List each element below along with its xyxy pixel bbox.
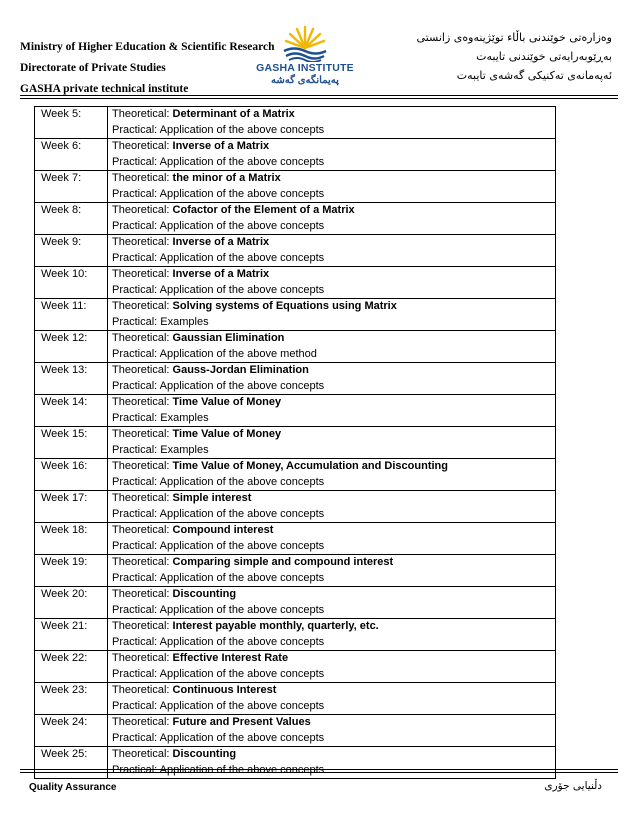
week-cell: Week 5: [35,107,108,139]
week-cell: Week 15: [35,427,108,459]
schedule-body [35,107,556,779]
week-cell: Week 20: [35,587,108,619]
header-right-block [417,28,612,85]
practical-line: Practical: Application of the above concepts [112,667,325,680]
practical-line: Practical: Application of the above concepts [112,731,325,744]
logo-subtitle: پەیمانگەی گەشە [271,75,339,86]
institute-logo [255,24,355,90]
theoretical-line [112,395,551,411]
theoretical-label: Theoretical: [112,652,173,664]
week-cell: Week 18: [35,523,108,555]
header-left-block [20,37,274,100]
content-cell [108,715,556,747]
theoretical-line [112,107,551,123]
theoretical-label: Theoretical: [112,140,173,152]
table-row [35,491,556,523]
theoretical-line [112,363,551,379]
week-cell: Week 19: [35,555,108,587]
theoretical-topic: Interest payable monthly, quarterly, etc. [172,620,379,632]
content-cell [108,203,556,235]
content-cell [108,299,556,331]
week-cell: Week 14: [35,395,108,427]
content-cell [108,491,556,523]
header-divider-secondary [20,98,618,99]
theoretical-topic: the minor of a Matrix [172,172,281,184]
theoretical-label: Theoretical: [112,524,173,536]
theoretical-label: Theoretical: [112,108,173,120]
theoretical-topic: Inverse of a Matrix [172,140,270,152]
week-cell: Week 24: [35,715,108,747]
table-row [35,203,556,235]
table-row [35,683,556,715]
practical-line: Practical: Application of the above concepts [112,699,325,712]
week-cell: Week 25: [35,747,108,779]
theoretical-topic: Compound interest [172,524,274,536]
practical-line: Practical: Application of the above method [112,347,317,360]
theoretical-label: Theoretical: [112,556,173,568]
theoretical-label: Theoretical: [112,332,173,344]
week-cell: Week 12: [35,331,108,363]
theoretical-line [112,331,551,347]
theoretical-line [112,555,551,571]
practical-line: Practical: Application of the above concepts [112,475,325,488]
theoretical-label: Theoretical: [112,620,173,632]
footer-quality-assurance-kurdish: دڵنیایی جۆری [544,780,602,792]
theoretical-topic: Gauss-Jordan Elimination [172,364,309,376]
theoretical-line [112,459,551,475]
footer-quality-assurance: Quality Assurance [29,782,117,793]
content-cell [108,139,556,171]
practical-line: Practical: Application of the above concepts [112,251,325,264]
week-cell: Week 13: [35,363,108,395]
table-row [35,747,556,779]
theoretical-label: Theoretical: [112,300,173,312]
content-cell [108,171,556,203]
content-cell [108,331,556,363]
theoretical-topic: Time Value of Money, Accumulation and Discounting [172,460,448,472]
theoretical-label: Theoretical: [112,204,173,216]
content-cell [108,267,556,299]
table-row [35,395,556,427]
theoretical-line [112,203,551,219]
theoretical-line [112,651,551,667]
table-row [35,235,556,267]
content-cell [108,747,556,779]
practical-line: Practical: Application of the above concepts [112,539,325,552]
theoretical-line [112,715,551,731]
theoretical-label: Theoretical: [112,236,173,248]
table-row [35,299,556,331]
theoretical-label: Theoretical: [112,396,173,408]
theoretical-topic: Inverse of a Matrix [172,236,270,248]
practical-line: Practical: Application of the above concepts [112,571,325,584]
theoretical-topic: Time Value of Money [172,428,282,440]
content-cell [108,235,556,267]
week-cell: Week 9: [35,235,108,267]
theoretical-topic: Inverse of a Matrix [172,268,270,280]
practical-line: Practical: Application of the above concepts [112,635,325,648]
theoretical-label: Theoretical: [112,172,173,184]
theoretical-topic: Solving systems of Equations using Matrix [172,300,397,312]
logo-name: GASHA INSTITUTE [256,62,354,74]
practical-line: Practical: Application of the above concepts [112,187,325,200]
table-row [35,139,556,171]
theoretical-topic: Gaussian Elimination [172,332,285,344]
week-cell: Week 21: [35,619,108,651]
theoretical-topic: Cofactor of the Element of a Matrix [172,204,355,216]
week-cell: Week 16: [35,459,108,491]
theoretical-topic: Simple interest [172,492,252,504]
theoretical-label: Theoretical: [112,492,173,504]
table-row [35,427,556,459]
week-cell: Week 10: [35,267,108,299]
theoretical-line [112,523,551,539]
theoretical-label: Theoretical: [112,268,173,280]
theoretical-topic: Comparing simple and compound interest [172,556,394,568]
theoretical-label: Theoretical: [112,716,173,728]
weekly-schedule-table [34,106,556,779]
content-cell [108,395,556,427]
theoretical-line [112,491,551,507]
theoretical-line [112,427,551,443]
table-row [35,459,556,491]
table-row [35,331,556,363]
ministry-name-kurdish: وەزارەتی خوێندنی باڵاء توێژینەوەی زانستی [416,31,612,44]
week-cell: Week 23: [35,683,108,715]
theoretical-topic: Effective Interest Rate [172,652,289,664]
institute-name: GASHA private technical institute [20,83,189,95]
practical-line: Practical: Application of the above concepts [112,379,325,392]
content-cell [108,683,556,715]
institute-name-kurdish: ئەپەمانەی تەکنیکی گەشەی تایبەت [456,69,612,82]
week-cell: Week 22: [35,651,108,683]
practical-line: Practical: Application of the above concepts [112,507,325,520]
theoretical-label: Theoretical: [112,748,173,760]
week-cell: Week 17: [35,491,108,523]
table-row [35,267,556,299]
table-row [35,107,556,139]
practical-line: Practical: Application of the above concepts [112,603,325,616]
theoretical-topic: Time Value of Money [172,396,282,408]
theoretical-topic: Discounting [172,588,237,600]
header-divider [20,95,618,96]
theoretical-line [112,619,551,635]
table-row [35,171,556,203]
week-cell: Week 7: [35,171,108,203]
practical-line: Practical: Application of the above concepts [112,283,325,296]
content-cell [108,427,556,459]
directorate-name: Directorate of Private Studies [20,62,166,74]
theoretical-label: Theoretical: [112,588,173,600]
theoretical-topic: Continuous Interest [172,684,277,696]
theoretical-topic: Future and Present Values [172,716,311,728]
practical-line: Practical: Application of the above concepts [112,219,325,232]
table-row [35,619,556,651]
theoretical-label: Theoretical: [112,460,173,472]
footer-divider [20,769,618,770]
week-cell: Week 11: [35,299,108,331]
practical-line: Practical: Examples [112,411,209,424]
practical-line: Practical: Application of the above concepts [112,155,325,168]
table-row [35,555,556,587]
content-cell [108,459,556,491]
theoretical-line [112,139,551,155]
week-cell: Week 6: [35,139,108,171]
page-header [0,0,638,100]
table-row [35,523,556,555]
theoretical-line [112,235,551,251]
theoretical-line [112,267,551,283]
theoretical-line [112,299,551,315]
practical-line: Practical: Examples [112,443,209,456]
content-cell [108,619,556,651]
table-row [35,715,556,747]
table-row [35,651,556,683]
theoretical-line [112,587,551,603]
directorate-name-kurdish: بەڕێوبەرایەتی خوێندنی تایبەت [476,50,612,63]
theoretical-line [112,747,551,763]
theoretical-line [112,683,551,699]
practical-line: Practical: Application of the above concepts [112,763,325,776]
ministry-name: Ministry of Higher Education & Scientific Research [20,41,275,53]
footer-divider-secondary [20,772,618,773]
theoretical-line [112,171,551,187]
content-cell [108,107,556,139]
content-cell [108,651,556,683]
practical-line: Practical: Examples [112,315,209,328]
theoretical-label: Theoretical: [112,428,173,440]
theoretical-label: Theoretical: [112,684,173,696]
theoretical-topic: Discounting [172,748,237,760]
table-row [35,363,556,395]
sunburst-logo-icon [280,24,330,62]
content-cell [108,523,556,555]
content-cell [108,363,556,395]
table-row [35,587,556,619]
practical-line: Practical: Application of the above concepts [112,123,325,136]
theoretical-topic: Determinant of a Matrix [172,108,295,120]
content-cell [108,587,556,619]
theoretical-label: Theoretical: [112,364,173,376]
content-cell [108,555,556,587]
week-cell: Week 8: [35,203,108,235]
